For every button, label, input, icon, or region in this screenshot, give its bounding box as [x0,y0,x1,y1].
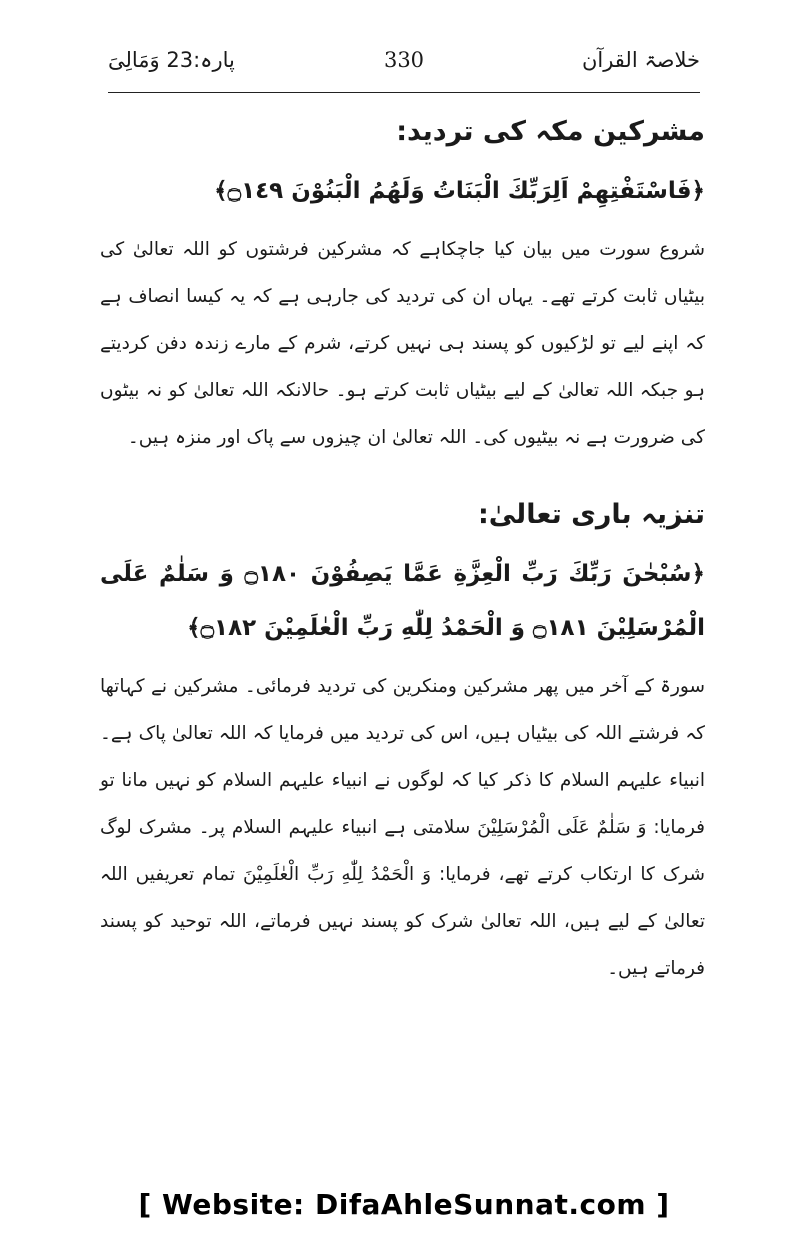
paragraph-tanzih: سورۃ کے آخر میں پھر مشرکین ومنکرین کی تردید فرمائی۔ مشرکین نے کہاتھا کہ فرشتے اللہ کی بیٹیاں ہیں، اس کی تردید میں فرمایا کہ اللہ تعالیٰ پاک ہے۔ انبیاء علیہم السلام کا ذکر کیا کہ لوگوں نے انبیاء علیہم السلام کو نہیں مانا تو فرمایا: وَ سَلٰمٌ عَلَى الْمُرْسَلِيْنَ سلامتی ہے انبیاء علیہم السلام پر۔ مشرک لوگ شرک کا ارتکاب کرتے تھے، فرمایا: وَ الْحَمْدُ لِلّٰهِ رَبِّ الْعٰلَمِيْنَ تمام تعریفیں اللہ تعالیٰ کے لیے ہیں، اللہ تعالیٰ شرک کو پسند نہیں فرماتے، اللہ توحید کو پسند فرماتے ہیں۔ [100,676,705,979]
page-number: 330 [383,48,425,72]
section-heading-refutation: مشرکین مکہ کی تردید: [396,116,705,147]
website-footer: [ Website: DifaAhleSunnat.com ] [138,1188,670,1221]
book-title: خلاصۃ القرآن [581,48,700,72]
page-body [100,108,705,992]
para-label: پارہ:23 وَمَالِیَ [108,48,235,72]
paragraph-refutation: شروع سورت میں بیان کیا جاچکاہے کہ مشرکین فرشتوں کو اللہ تعالیٰ کی بیٹیاں ثابت کرتے تھے۔ یہاں ان کی تردید کی جارہی ہے کہ یہ کیسا انصاف ہے کہ اپنے لیے تو لڑکیوں کو پسند ہی نہیں کرتے، شرم کے مارے زندہ دفن کردیتے ہو جبکہ اللہ تعالیٰ کے لیے بیٹیاں ثابت کرتے ہو۔ حالانکہ اللہ تعالیٰ کو نہ بیٹوں کی ضرورت ہے نہ بیٹیوں کی۔ اللہ تعالیٰ ان چیزوں سے پاک اور منزہ ہیں۔ [100,239,705,448]
quran-verse-149: ﴿فَاسْتَفْتِهِمْ اَلِرَبِّكَ الْبَنَاتُ وَلَهُمُ الْبَنُوْنَ ۝١٤٩﴾ [214,178,705,204]
quran-verses-180-182: ﴿سُبْحٰنَ رَبِّكَ رَبِّ الْعِزَّةِ عَمَّا يَصِفُوْنَ ۝١٨٠ وَ سَلٰمٌ عَلَى الْمُرْسَلِيْنَ ۝١٨١ وَ الْحَمْدُ لِلّٰهِ رَبِّ الْعٰلَمِيْنَ ۝١٨٢﴾ [100,561,705,641]
page-header [108,40,700,93]
section-heading-tanzih: تنزیہ باری تعالیٰ: [477,499,705,530]
